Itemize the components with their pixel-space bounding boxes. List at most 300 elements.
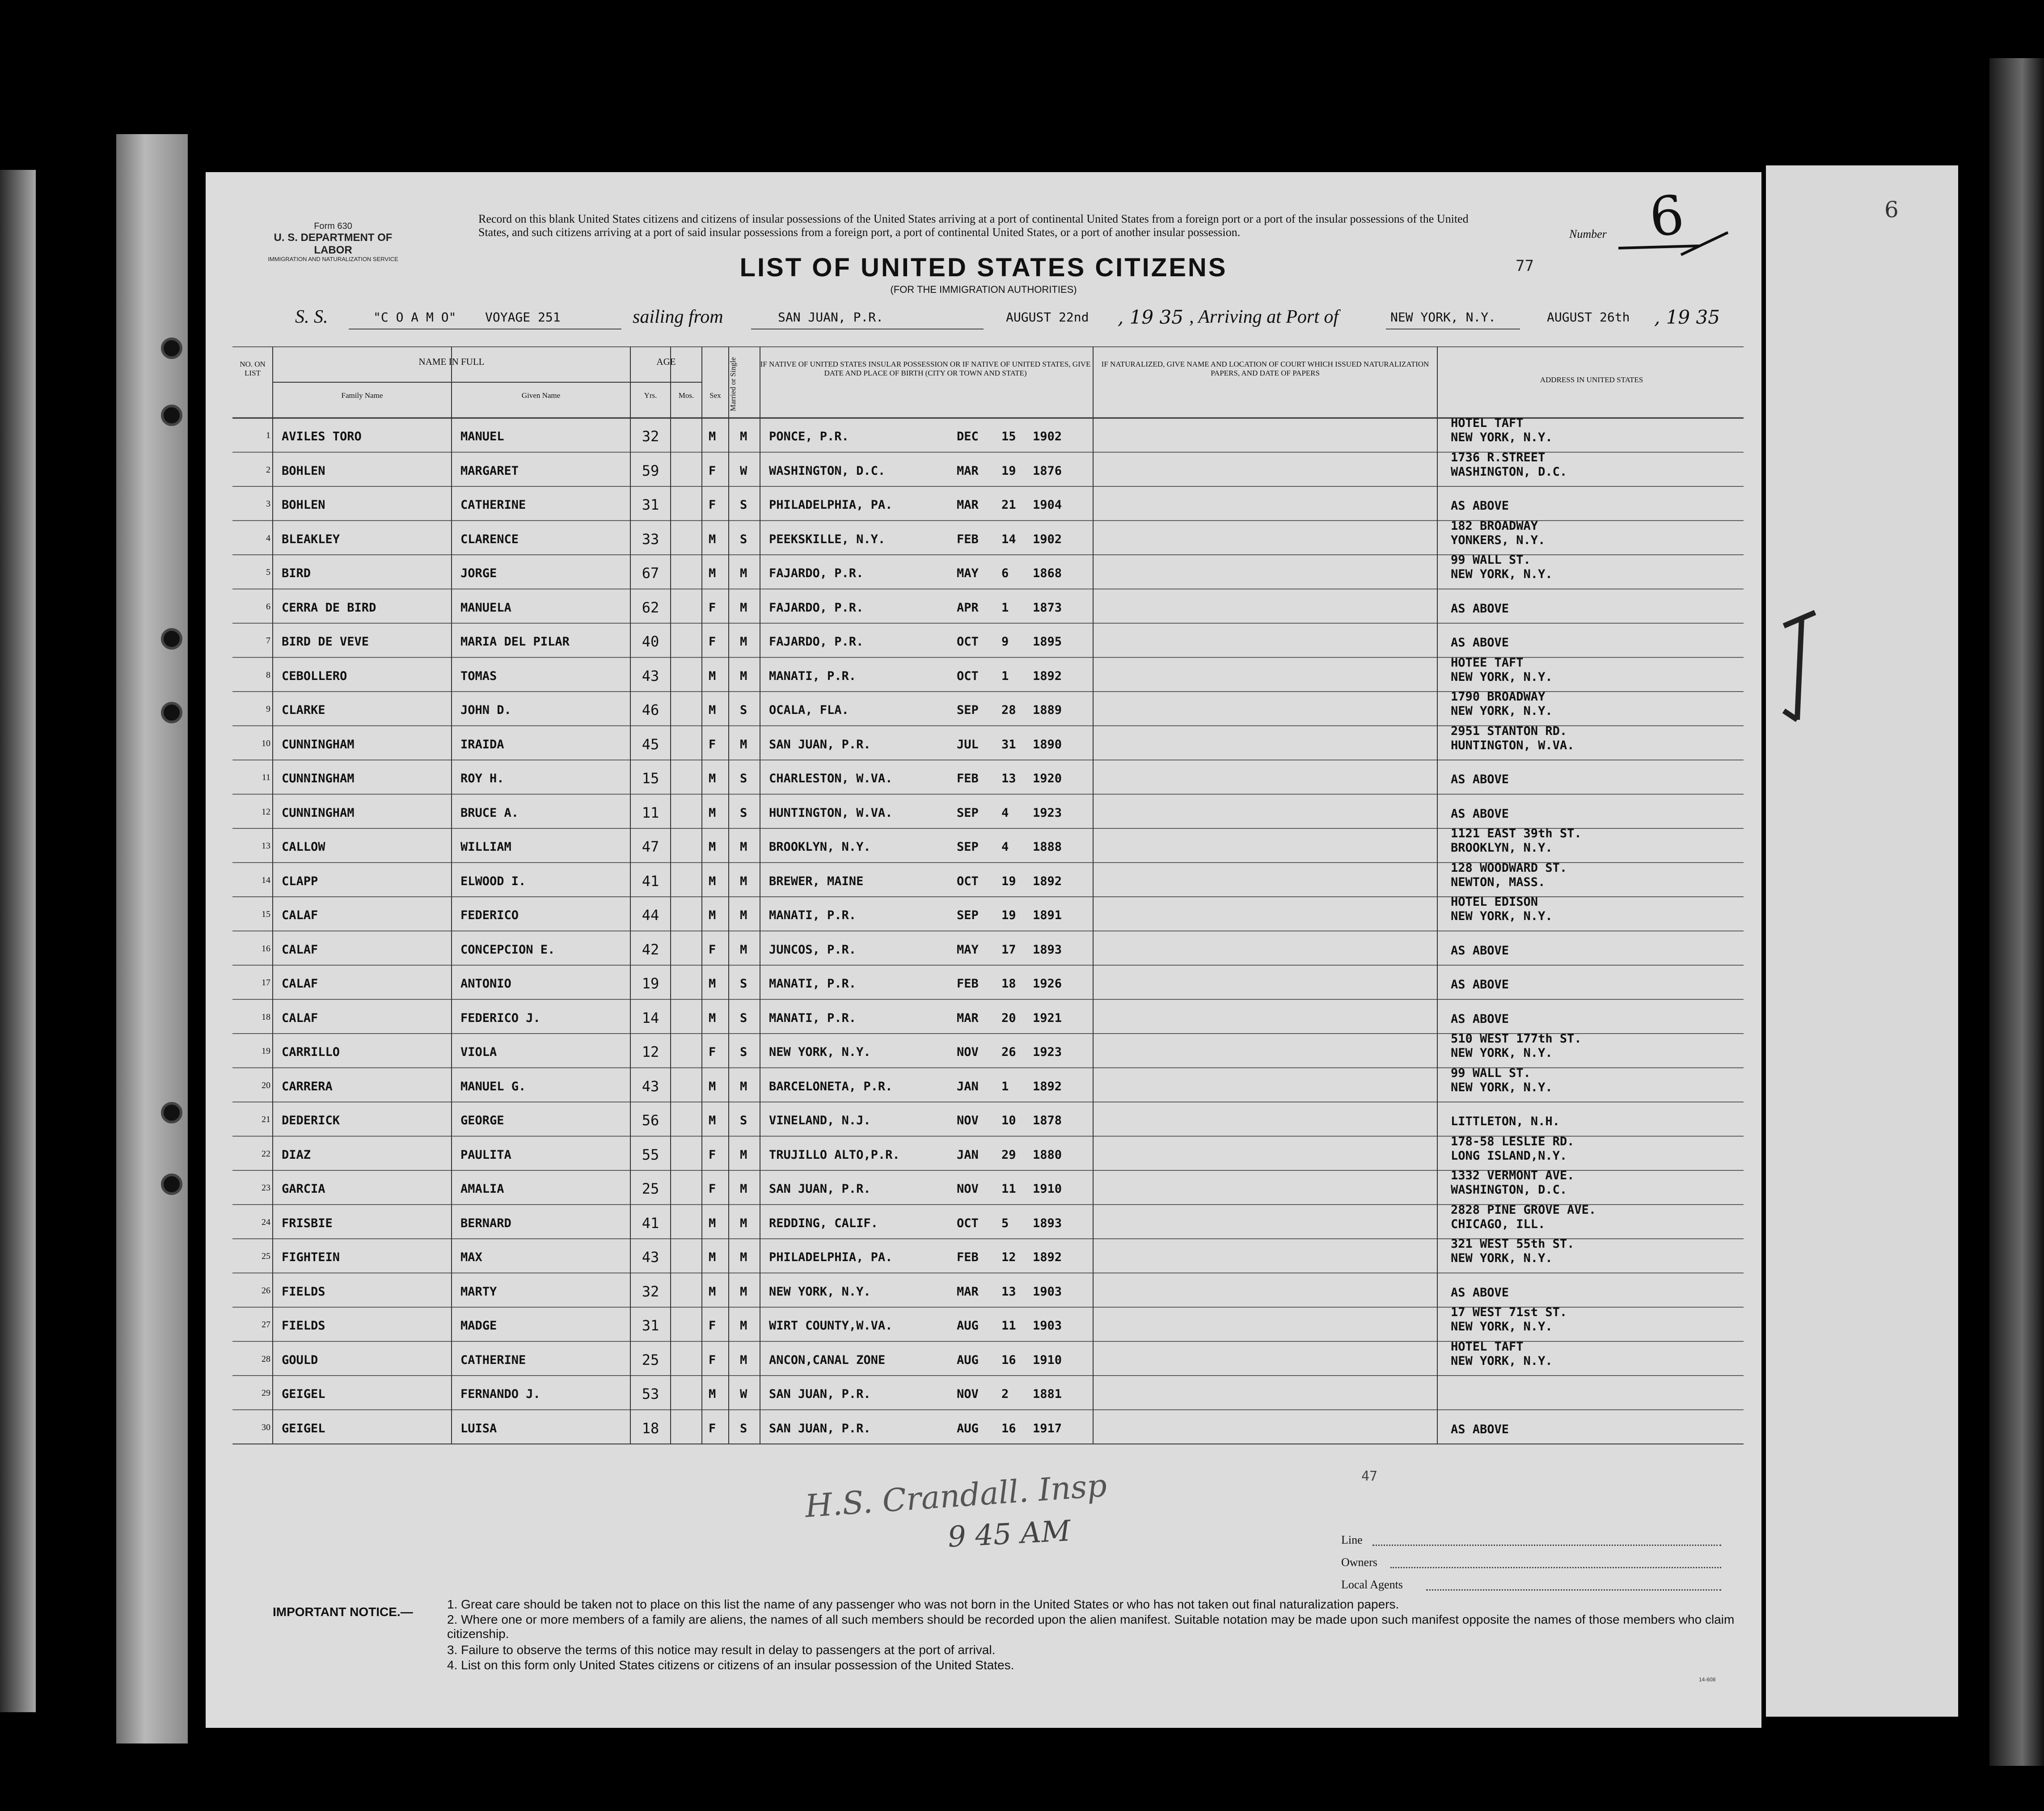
birth-place: PONCE, P.R. xyxy=(769,430,849,443)
address-line-2: AS ABOVE xyxy=(1451,978,1509,992)
birth-day: 11 xyxy=(1001,1319,1016,1333)
birth-month: MAY xyxy=(957,566,979,580)
marital-status: S xyxy=(740,498,747,512)
list-number: 6 xyxy=(1646,184,1687,249)
row-number: 18 xyxy=(262,1012,270,1022)
notice-heading: IMPORTANT NOTICE.— xyxy=(273,1605,413,1619)
birth-year: 1892 xyxy=(1033,874,1062,888)
row-number: 4 xyxy=(266,533,270,543)
line-rule xyxy=(1373,1545,1721,1546)
age-years: 43 xyxy=(642,1077,659,1095)
sex: M xyxy=(709,1114,716,1127)
table-row xyxy=(232,1307,1744,1341)
family-name: GEIGEL xyxy=(282,1421,325,1435)
given-name: VIOLA xyxy=(460,1045,497,1059)
header-naturalized: IF NATURALIZED, GIVE NAME AND LOCATION OF COURT WHICH ISSUED NATURALIZATION PAPERS, AND DATE OF PAPERS xyxy=(1101,360,1429,378)
birth-place: OCALA, FLA. xyxy=(769,703,849,717)
birth-year: 1873 xyxy=(1033,600,1062,615)
given-name: ELWOOD I. xyxy=(460,874,526,888)
birth-place: FAJARDO, P.R. xyxy=(769,600,864,615)
sex: M xyxy=(709,1079,716,1093)
given-name: CATHERINE xyxy=(460,498,526,512)
address-line-1: 2951 STANTON RD. xyxy=(1451,724,1567,738)
table-row xyxy=(232,828,1744,862)
local-agents-label: Local Agents xyxy=(1341,1578,1403,1591)
birth-day: 13 xyxy=(1001,1284,1016,1299)
given-name: CONCEPCION E. xyxy=(460,942,555,957)
address-line-1: 1790 BROADWAY xyxy=(1451,690,1546,704)
given-name: ANTONIO xyxy=(460,977,511,991)
birth-year: 1910 xyxy=(1033,1182,1062,1196)
birth-month: FEB xyxy=(957,977,979,991)
row-number: 29 xyxy=(262,1388,270,1398)
age-years: 12 xyxy=(642,1043,659,1060)
row-number: 11 xyxy=(262,773,270,782)
header-months: Mos. xyxy=(678,391,694,400)
birth-place: ANCON,CANAL ZONE xyxy=(769,1353,886,1367)
age-years: 31 xyxy=(642,1317,659,1334)
birth-place: NEW YORK, N.Y. xyxy=(769,1045,871,1059)
marital-status: M xyxy=(740,1182,747,1196)
birth-month: FEB xyxy=(957,1250,979,1264)
family-name: FIELDS xyxy=(282,1284,325,1299)
family-name: BOHLEN xyxy=(282,498,325,512)
birth-day: 11 xyxy=(1001,1182,1016,1196)
birth-day: 19 xyxy=(1001,874,1016,888)
birth-place: WASHINGTON, D.C. xyxy=(769,464,886,478)
given-name: MARIA DEL PILAR xyxy=(460,635,570,649)
header-given-name: Given Name xyxy=(521,391,561,400)
row-number: 2 xyxy=(266,464,270,475)
birth-month: NOV xyxy=(957,1387,979,1401)
owners-rule xyxy=(1390,1567,1721,1568)
sex: F xyxy=(709,737,716,751)
birth-month: NOV xyxy=(957,1182,979,1196)
sex: M xyxy=(709,532,716,546)
row-number: 13 xyxy=(262,841,270,851)
birth-year: 1910 xyxy=(1033,1353,1062,1367)
row-number: 8 xyxy=(266,670,270,680)
birth-place: BARCELONETA, P.R. xyxy=(769,1079,893,1093)
birth-place: SAN JUAN, P.R. xyxy=(769,1387,871,1401)
adjacent-page-right xyxy=(1766,165,1958,1717)
marital-status: S xyxy=(740,977,747,991)
address-line-2: NEW YORK, N.Y. xyxy=(1451,431,1553,444)
arrival-date: AUGUST 26th xyxy=(1547,310,1630,325)
birth-month: MAR xyxy=(957,464,979,478)
family-name: AVILES TORO xyxy=(282,430,362,443)
given-name: LUISA xyxy=(460,1421,497,1435)
address-line-2: AS ABOVE xyxy=(1451,1012,1509,1026)
number-label: Number xyxy=(1569,228,1607,241)
marital-status: M xyxy=(740,1079,747,1093)
sex: F xyxy=(709,1045,716,1059)
family-name: CARRERA xyxy=(282,1079,333,1093)
family-name: FIGHTEIN xyxy=(282,1250,340,1264)
birth-year: 1893 xyxy=(1033,942,1062,957)
birth-day: 6 xyxy=(1001,566,1009,580)
binding-strip xyxy=(116,134,188,1743)
marital-status: S xyxy=(740,1045,747,1059)
sex: M xyxy=(709,566,716,580)
birth-place: MANATI, P.R. xyxy=(769,977,857,991)
address-line-2: AS ABOVE xyxy=(1451,806,1509,821)
sex: F xyxy=(709,1421,716,1435)
punch-hole xyxy=(161,702,182,723)
birth-day: 12 xyxy=(1001,1250,1016,1264)
birth-day: 29 xyxy=(1001,1148,1016,1162)
birth-year: 1892 xyxy=(1033,1079,1062,1093)
family-name: CERRA DE BIRD xyxy=(282,600,376,615)
punch-hole xyxy=(161,1174,182,1195)
table-row xyxy=(232,692,1744,726)
birth-month: NOV xyxy=(957,1114,979,1127)
notice-item-1: 1. Great care should be taken not to place on this list the name of any passenger who was not born in the United States or who has not taken out final naturalization papers. xyxy=(447,1597,1399,1611)
owners-label: Owners xyxy=(1341,1556,1377,1569)
table-row xyxy=(232,794,1744,828)
sailing-label: sailing from xyxy=(633,307,723,327)
birth-day: 1 xyxy=(1001,600,1009,615)
marital-status: M xyxy=(740,1250,747,1264)
given-name: MAX xyxy=(460,1250,482,1264)
intro-text: Record on this blank United States citizens and citizens of insular possessions of the United States arriving at a port of continental United States from a foreign port or a port of the insular possessions of the United States, and such citizens arriving at a port of said insular possessions from a foreign port, a port of continental United States, or a port of another insular possession. xyxy=(478,212,1469,239)
header-years: Yrs. xyxy=(644,391,657,400)
marital-status: S xyxy=(740,772,747,785)
row-number: 19 xyxy=(262,1046,270,1056)
row-number: 17 xyxy=(262,978,270,988)
manifest-page xyxy=(206,172,1761,1728)
birth-month: JAN xyxy=(957,1079,979,1093)
family-name: BLEAKLEY xyxy=(282,532,340,546)
local-agents-rule xyxy=(1426,1589,1721,1591)
birth-year: 1920 xyxy=(1033,772,1062,785)
header-married-or-single: Married or Single xyxy=(729,357,737,412)
birth-month: OCT xyxy=(957,669,979,683)
sex: M xyxy=(709,1216,716,1230)
ship-name: "C O A M O" xyxy=(373,310,456,325)
table-row xyxy=(232,1239,1744,1273)
birth-month: AUG xyxy=(957,1353,979,1367)
punch-hole xyxy=(161,1102,182,1123)
address-line-2: LITTLETON, N.H. xyxy=(1451,1114,1560,1128)
passenger-table xyxy=(232,346,1744,1522)
given-name: MANUEL xyxy=(460,430,504,443)
adjacent-page-left xyxy=(0,170,36,1712)
marital-status: W xyxy=(740,464,747,478)
row-number: 6 xyxy=(266,601,270,612)
table-row xyxy=(232,418,1744,452)
marital-status: M xyxy=(740,1353,747,1367)
birth-month: FEB xyxy=(957,532,979,546)
sex: F xyxy=(709,942,716,957)
header-name-in-full: NAME IN FULL xyxy=(418,356,485,367)
family-name: CUNNINGHAM xyxy=(282,806,355,820)
table-row xyxy=(232,1068,1744,1102)
marital-status: S xyxy=(740,1421,747,1435)
sex: M xyxy=(709,430,716,443)
address-line-1: HOTEL TAFT xyxy=(1451,416,1524,430)
table-row xyxy=(232,760,1744,794)
address-line-1: 2828 PINE GROVE AVE. xyxy=(1451,1203,1596,1217)
family-name: BIRD DE VEVE xyxy=(282,635,369,649)
arrival-year: , 19 35 xyxy=(1654,306,1720,328)
birth-month: MAR xyxy=(957,1011,979,1025)
birth-place: FAJARDO, P.R. xyxy=(769,635,864,649)
sex: M xyxy=(709,703,716,717)
family-name: CLARKE xyxy=(282,703,325,717)
table-row xyxy=(232,589,1744,623)
given-name: BERNARD xyxy=(460,1216,511,1230)
row-number: 22 xyxy=(262,1148,270,1159)
address-line-1: HOTEL TAFT xyxy=(1451,1339,1524,1354)
age-years: 43 xyxy=(642,667,659,684)
birth-month: SEP xyxy=(957,806,979,820)
address-line-2: NEW YORK, N.Y. xyxy=(1451,1320,1553,1334)
sex: M xyxy=(709,977,716,991)
birth-year: 1921 xyxy=(1033,1011,1062,1025)
birth-year: 1904 xyxy=(1033,498,1062,512)
sex: M xyxy=(709,1011,716,1025)
family-name: CUNNINGHAM xyxy=(282,772,355,785)
sex: F xyxy=(709,600,716,615)
row-number: 16 xyxy=(262,943,270,954)
age-years: 40 xyxy=(642,633,659,650)
row-number: 24 xyxy=(262,1217,270,1227)
age-years: 25 xyxy=(642,1180,659,1197)
age-years: 46 xyxy=(642,701,659,718)
birth-year: 1880 xyxy=(1033,1148,1062,1162)
address-line-2: NEW YORK, N.Y. xyxy=(1451,1251,1553,1265)
age-years: 32 xyxy=(642,1283,659,1300)
birth-day: 5 xyxy=(1001,1216,1009,1230)
sex: F xyxy=(709,1148,716,1162)
age-years: 33 xyxy=(642,530,659,548)
birth-month: OCT xyxy=(957,1216,979,1230)
birth-day: 2 xyxy=(1001,1387,1009,1401)
birth-place: CHARLESTON, W.VA. xyxy=(769,772,893,785)
marital-status: M xyxy=(740,635,747,649)
departure-year: , 19 35 xyxy=(1118,306,1183,328)
birth-month: JAN xyxy=(957,1148,979,1162)
sex: M xyxy=(709,908,716,922)
header-family-name: Family Name xyxy=(341,391,383,400)
given-name: BRUCE A. xyxy=(460,806,519,820)
marital-status: M xyxy=(740,566,747,580)
address-line-2: NEWTON, MASS. xyxy=(1451,875,1546,889)
age-years: 42 xyxy=(642,941,659,958)
birth-year: 1892 xyxy=(1033,669,1062,683)
address-line-1: 182 BROADWAY xyxy=(1451,519,1538,533)
birth-year: 1903 xyxy=(1033,1319,1062,1333)
table-row xyxy=(232,1170,1744,1204)
family-name: CLAPP xyxy=(282,874,318,888)
given-name: MADGE xyxy=(460,1319,497,1333)
birth-day: 1 xyxy=(1001,1079,1009,1093)
birth-place: PEEKSKILLE, N.Y. xyxy=(769,532,886,546)
row-number: 12 xyxy=(262,806,270,817)
address-line-2: NEW YORK, N.Y. xyxy=(1451,1046,1553,1060)
age-years: 41 xyxy=(642,1214,659,1232)
birth-year: 1881 xyxy=(1033,1387,1062,1401)
birth-place: VINELAND, N.J. xyxy=(769,1114,871,1127)
birth-place: PHILADELPHIA, PA. xyxy=(769,1250,893,1264)
marital-status: M xyxy=(740,942,747,957)
birth-year: 1902 xyxy=(1033,430,1062,443)
marital-status: S xyxy=(740,1011,747,1025)
address-line-2: BROOKLYN, N.Y. xyxy=(1451,841,1553,855)
age-years: 18 xyxy=(642,1419,659,1437)
given-name: AMALIA xyxy=(460,1182,504,1196)
birth-year: 1902 xyxy=(1033,532,1062,546)
birth-place: SAN JUAN, P.R. xyxy=(769,737,871,751)
age-years: 41 xyxy=(642,872,659,890)
birth-month: MAR xyxy=(957,1284,979,1299)
ss-label: S. S. xyxy=(295,307,328,327)
page-number: 77 xyxy=(1516,257,1534,275)
address-line-2: AS ABOVE xyxy=(1451,1285,1509,1300)
table-row xyxy=(232,521,1744,555)
address-line-2: AS ABOVE xyxy=(1451,1422,1509,1436)
table-row xyxy=(232,1205,1744,1239)
marital-status: M xyxy=(740,430,747,443)
address-line-2: LONG ISLAND,N.Y. xyxy=(1451,1148,1567,1163)
table-row xyxy=(232,1376,1744,1410)
family-name: CALLOW xyxy=(282,840,325,854)
family-name: CALAF xyxy=(282,908,318,922)
table-row xyxy=(232,452,1744,486)
row-number: 3 xyxy=(266,499,270,509)
birth-day: 20 xyxy=(1001,1011,1016,1025)
marital-status: W xyxy=(740,1387,747,1401)
family-name: CALAF xyxy=(282,942,318,957)
family-name: FRISBIE xyxy=(282,1216,333,1230)
family-name: DIAZ xyxy=(282,1148,311,1162)
header-sex: Sex xyxy=(709,391,721,400)
header-no-on-list: NO. ON LIST xyxy=(240,360,266,378)
header-birth: IF NATIVE OF UNITED STATES INSULAR POSSESSION OR IF NATIVE OF UNITED STATES, GIVE DATE AND PLACE OF BIRTH (CITY OR TOWN AND STATE) xyxy=(760,360,1091,378)
birth-year: 1876 xyxy=(1033,464,1062,478)
row-number: 23 xyxy=(262,1183,270,1193)
birth-month: MAR xyxy=(957,498,979,512)
given-name: CATHERINE xyxy=(460,1353,526,1367)
birth-month: SEP xyxy=(957,703,979,717)
row-number: 26 xyxy=(262,1285,270,1296)
age-years: 43 xyxy=(642,1249,659,1266)
family-name: GARCIA xyxy=(282,1182,325,1196)
address-line-1: 321 WEST 55th ST. xyxy=(1451,1237,1575,1251)
sex: F xyxy=(709,1319,716,1333)
birth-day: 10 xyxy=(1001,1114,1016,1127)
table-row xyxy=(232,1273,1744,1307)
age-years: 11 xyxy=(642,804,659,821)
birth-year: 1926 xyxy=(1033,977,1062,991)
birth-year: 1891 xyxy=(1033,908,1062,922)
address-line-1: 510 WEST 177th ST. xyxy=(1451,1032,1582,1046)
age-years: 62 xyxy=(642,599,659,616)
sex: M xyxy=(709,772,716,785)
family-name: FIELDS xyxy=(282,1319,325,1333)
age-years: 25 xyxy=(642,1351,659,1368)
table-row xyxy=(232,931,1744,965)
row-number: 9 xyxy=(266,704,270,714)
birth-year: 1923 xyxy=(1033,1045,1062,1059)
address-line-1: 99 WALL ST. xyxy=(1451,553,1531,567)
family-name: BIRD xyxy=(282,566,311,580)
marital-status: M xyxy=(740,908,747,922)
marital-status: M xyxy=(740,1319,747,1333)
birth-day: 17 xyxy=(1001,942,1016,957)
marital-status: M xyxy=(740,874,747,888)
birth-place: SAN JUAN, P.R. xyxy=(769,1421,871,1435)
sex: M xyxy=(709,669,716,683)
age-years: 47 xyxy=(642,838,659,855)
family-name: CARRILLO xyxy=(282,1045,340,1059)
birth-day: 31 xyxy=(1001,737,1016,751)
address-line-2: NEW YORK, N.Y. xyxy=(1451,704,1553,718)
birth-day: 26 xyxy=(1001,1045,1016,1059)
birth-place: REDDING, CALIF. xyxy=(769,1216,878,1230)
address-line-1: 99 WALL ST. xyxy=(1451,1066,1531,1080)
given-name: FEDERICO xyxy=(460,908,519,922)
birth-month: DEC xyxy=(957,430,979,443)
birth-month: AUG xyxy=(957,1319,979,1333)
birth-place: PHILADELPHIA, PA. xyxy=(769,498,893,512)
birth-year: 1923 xyxy=(1033,806,1062,820)
birth-month: APR xyxy=(957,600,979,615)
marital-status: M xyxy=(740,600,747,615)
given-name: GEORGE xyxy=(460,1114,504,1127)
address-line-2: AS ABOVE xyxy=(1451,943,1509,958)
table-row xyxy=(232,965,1744,999)
address-line-1: 128 WOODWARD ST. xyxy=(1451,861,1567,875)
birth-day: 1 xyxy=(1001,669,1009,683)
age-years: 53 xyxy=(642,1385,659,1402)
given-name: WILLIAM xyxy=(460,840,511,854)
family-name: CUNNINGHAM xyxy=(282,737,355,751)
birth-year: 1889 xyxy=(1033,703,1062,717)
sex: M xyxy=(709,806,716,820)
marital-status: S xyxy=(740,1114,747,1127)
birth-day: 18 xyxy=(1001,977,1016,991)
family-name: GEIGEL xyxy=(282,1387,325,1401)
address-line-2: HUNTINGTON, W.VA. xyxy=(1451,738,1575,752)
birth-place: NEW YORK, N.Y. xyxy=(769,1284,871,1299)
birth-place: SAN JUAN, P.R. xyxy=(769,1182,871,1196)
birth-day: 28 xyxy=(1001,703,1016,717)
sex: F xyxy=(709,498,716,512)
table-row xyxy=(232,1410,1744,1444)
given-name: CLARENCE xyxy=(460,532,519,546)
arrival-port: NEW YORK, N.Y. xyxy=(1390,310,1496,325)
birth-month: JUL xyxy=(957,737,979,751)
given-name: JOHN D. xyxy=(460,703,511,717)
sex: M xyxy=(709,1284,716,1299)
birth-year: 1893 xyxy=(1033,1216,1062,1230)
address-line-2: AS ABOVE xyxy=(1451,499,1509,513)
birth-month: AUG xyxy=(957,1421,979,1435)
row-number: 7 xyxy=(266,636,270,646)
birth-place: JUNCOS, P.R. xyxy=(769,942,857,957)
birth-day: 14 xyxy=(1001,532,1016,546)
sex: M xyxy=(709,874,716,888)
birth-year: 1903 xyxy=(1033,1284,1062,1299)
family-name: CALAF xyxy=(282,977,318,991)
given-name: JORGE xyxy=(460,566,497,580)
given-name: TOMAS xyxy=(460,669,497,683)
table-row xyxy=(232,897,1744,931)
age-years: 32 xyxy=(642,428,659,445)
birth-place: MANATI, P.R. xyxy=(769,908,857,922)
